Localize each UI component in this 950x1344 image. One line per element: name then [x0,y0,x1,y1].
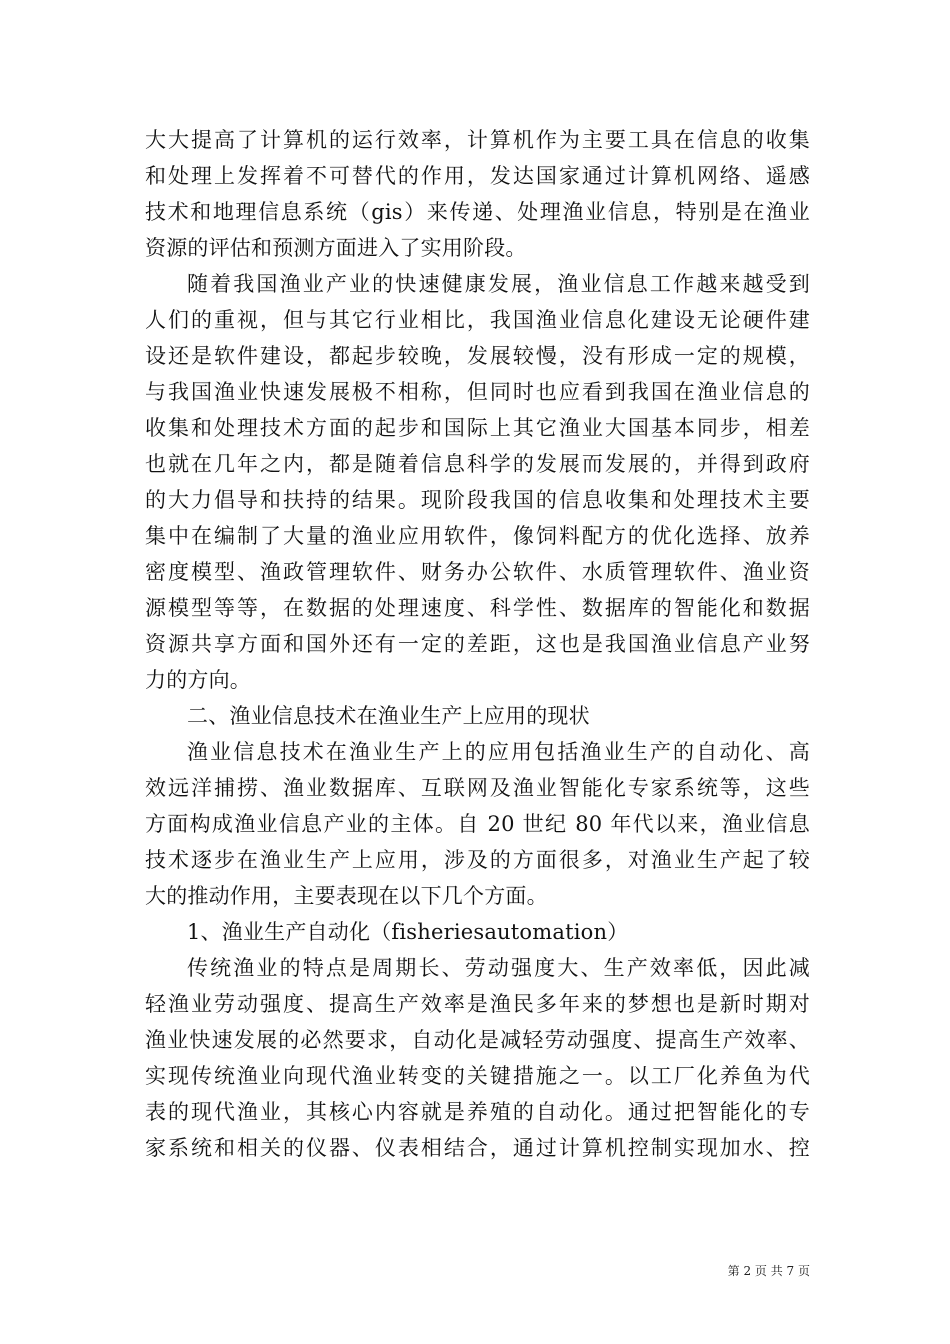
text-line: 渔业快速发展的必然要求，自动化是减轻劳动强度、提高生产效率、 [145,1028,810,1052]
section-heading: 二、渔业信息技术在渔业生产上应用的现状 [187,704,590,728]
text-line: 源模型等等，在数据的处理速度、科学性、数据库的智能化和数据 [145,596,810,620]
text-line: 集中在编制了大量的渔业应用软件，像饲料配方的优化选择、放养 [145,524,810,548]
text-line: 轻渔业劳动强度、提高生产效率是渔民多年来的梦想也是新时期对 [145,992,810,1016]
text-line: 家系统和相关的仪器、仪表相结合，通过计算机控制实现加水、控 [145,1136,810,1160]
text-line: 设还是软件建设，都起步较晚，发展较慢，没有形成一定的规模， [145,344,810,368]
text-line: 和处理上发挥着不可替代的作用，发达国家通过计算机网络、遥感 [145,164,810,188]
text-line: 实现传统渔业向现代渔业转变的关键措施之一。以工厂化养鱼为代 [145,1064,810,1088]
text-line: 人们的重视，但与其它行业相比，我国渔业信息化建设无论硬件建 [145,308,810,332]
page-indicator: 第 2 页 共 7 页 [727,1264,810,1278]
text-line: 表的现代渔业，其核心内容就是养殖的自动化。通过把智能化的专 [145,1100,810,1124]
text-line: 大大提高了计算机的运行效率，计算机作为主要工具在信息的收集 [145,128,810,152]
text-line: 收集和处理技术方面的起步和国际上其它渔业大国基本同步，相差 [145,416,810,440]
text-line: 密度模型、渔政管理软件、财务办公软件、水质管理软件、渔业资 [145,560,810,584]
text-line: 方面构成渔业信息产业的主体。自 20 世纪 80 年代以来，渔业信息 [145,812,810,836]
text-line: 的大力倡导和扶持的结果。现阶段我国的信息收集和处理技术主要 [145,488,810,512]
text-line: 力的方向。 [145,668,251,692]
text-line: 技术逐步在渔业生产上应用，涉及的方面很多，对渔业生产起了较 [145,848,810,872]
paragraph-first-line: 随着我国渔业产业的快速健康发展，渔业信息工作越来越受到 [187,272,810,296]
text-line: 资源的评估和预测方面进入了实用阶段。 [145,236,527,260]
text-line: 技术和地理信息系统（gis）来传递、处理渔业信息，特别是在渔业 [145,200,810,224]
paragraph-first-line: 传统渔业的特点是周期长、劳动强度大、生产效率低，因此减 [187,956,810,980]
text-line: 也就在几年之内，都是随着信息科学的发展而发展的，并得到政府 [145,452,810,476]
text-line: 与我国渔业快速发展极不相称，但同时也应看到我国在渔业信息的 [145,380,810,404]
subsection-heading: 1、渔业生产自动化（fisheriesautomation） [187,920,629,944]
text-line: 效远洋捕捞、渔业数据库、互联网及渔业智能化专家系统等，这些 [145,776,810,800]
text-line: 大的推动作用，主要表现在以下几个方面。 [145,884,548,908]
paragraph-first-line: 渔业信息技术在渔业生产上的应用包括渔业生产的自动化、高 [187,740,810,764]
text-line: 资源共享方面和国外还有一定的差距，这也是我国渔业信息产业努 [145,632,810,656]
